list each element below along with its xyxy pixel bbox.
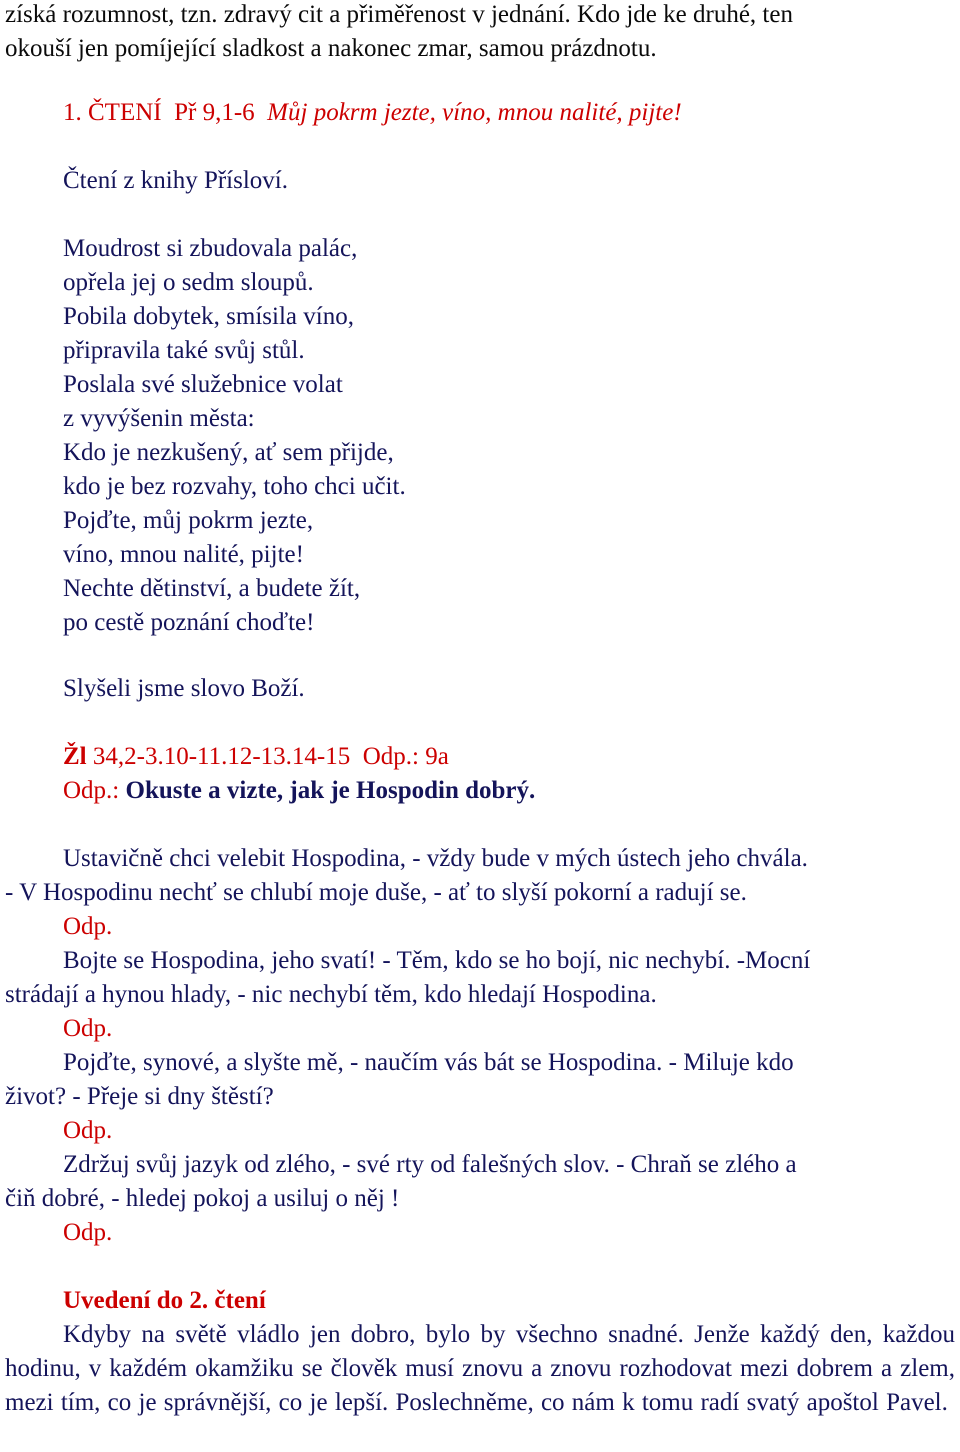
psalm-stanza-2 bbox=[5, 944, 955, 1012]
verse-line: Poslala své služebnice volat bbox=[63, 371, 343, 398]
verse-line: opřela jej o sedm sloupů. bbox=[63, 269, 314, 296]
stanza-rest-line: čiň dobré, - hledej pokoj a usiluj o něj ! bbox=[5, 1185, 400, 1212]
reading1-closing: Slyšeli jsme slovo Boží. bbox=[63, 675, 305, 702]
psalm-resp-text: Okuste a vizte, jak je Hospodin dobrý. bbox=[125, 777, 536, 804]
verse-line: Pojďte, můj pokrm jezte, bbox=[63, 507, 314, 534]
verse-line: Nechte dětinství, a budete žít, bbox=[63, 575, 361, 602]
verse-line: Pobila dobytek, smísila víno, bbox=[63, 303, 354, 330]
verse-line: Kdo je nezkušený, ať sem přijde, bbox=[63, 439, 394, 466]
reading1-heading bbox=[5, 96, 955, 130]
intro2-heading: Uvedení do 2. čtení bbox=[63, 1287, 266, 1314]
psalm-odp-4: Odp. bbox=[63, 1219, 113, 1246]
verse-line: po cestě poznání choďte! bbox=[63, 609, 315, 636]
psalm-resp-ref: 9a bbox=[425, 743, 449, 770]
reading1-source: Čtení z knihy Přísloví. bbox=[63, 167, 288, 194]
psalm-odp-1: Odp. bbox=[63, 913, 113, 940]
verse-line: víno, mnou nalité, pijte! bbox=[63, 541, 304, 568]
reading1-ref: Př 9,1-6 bbox=[174, 99, 255, 126]
psalm-resp-label: Odp.: bbox=[63, 777, 120, 804]
verse-line: z vyvýšenin města: bbox=[63, 405, 255, 432]
psalm-odp-2: Odp. bbox=[63, 1015, 113, 1042]
psalm-odp-3: Odp. bbox=[63, 1117, 113, 1144]
reading1-verses bbox=[5, 232, 955, 640]
psalm-stanza-3 bbox=[5, 1046, 955, 1114]
stanza-first-line: Ustavičně chci velebit Hospodina, - vždy bude v mých ústech jeho chvála. bbox=[63, 845, 808, 872]
psalm-heading bbox=[5, 740, 955, 774]
intro2-paragraph: Kdyby na světě vládlo jen dobro, bylo by všechno snadné. Jenže každý den, každou hodinu, v každém okamžiku se člověk musí znovu a znovu rozhodovat mezi dobrem a zlem, mezi tím, co je správnější, co je lepší. Poslechněme, co nám k tomu radí svatý apoštol Pavel. bbox=[5, 1321, 955, 1416]
psalm-abbr: Žl bbox=[63, 743, 87, 770]
verse-line: Moudrost si zbudovala palác, bbox=[63, 235, 358, 262]
reading1-quote: Můj pokrm jezte, víno, mnou nalité, pijte! bbox=[267, 99, 682, 126]
psalm-stanza-4 bbox=[5, 1148, 955, 1216]
psalm-resp-ref-label: Odp.: bbox=[362, 743, 419, 770]
stanza-rest-line: strádají a hynou hlady, - nic nechybí těm, kdo hledají Hospodina. bbox=[5, 981, 657, 1008]
stanza-first-line: Pojďte, synové, a slyšte mě, - naučím vás bát se Hospodina. - Miluje kdo bbox=[63, 1049, 794, 1076]
stanza-rest-line: - V Hospodinu nechť se chlubí moje duše, - ať to slyší pokorní a radují se. bbox=[5, 879, 747, 906]
stanza-first-line: Bojte se Hospodina, jeho svatí! - Těm, kdo se ho bojí, nic nechybí. -Mocní bbox=[63, 947, 811, 974]
psalm-response bbox=[5, 774, 955, 808]
intro-paragraph bbox=[5, 0, 955, 66]
intro-line-1: získá rozumnost, tzn. zdravý cit a přiměřenost v jednání. Kdo jde ke druhé, ten bbox=[5, 1, 793, 28]
psalm-ref: 34,2-3.10-11.12-13.14-15 bbox=[92, 743, 351, 770]
stanza-rest-line: život? - Přeje si dny štěstí? bbox=[5, 1083, 274, 1110]
reading1-label: 1. ČTENÍ bbox=[63, 99, 162, 126]
intro-line-2: okouší jen pomíjející sladkost a nakonec zmar, samou prázdnotu. bbox=[5, 35, 657, 62]
verse-line: kdo je bez rozvahy, toho chci učit. bbox=[63, 473, 406, 500]
verse-line: připravila také svůj stůl. bbox=[63, 337, 305, 364]
stanza-first-line: Zdržuj svůj jazyk od zlého, - své rty od falešných slov. - Chraň se zlého a bbox=[63, 1151, 797, 1178]
psalm-stanza-1 bbox=[5, 842, 955, 910]
